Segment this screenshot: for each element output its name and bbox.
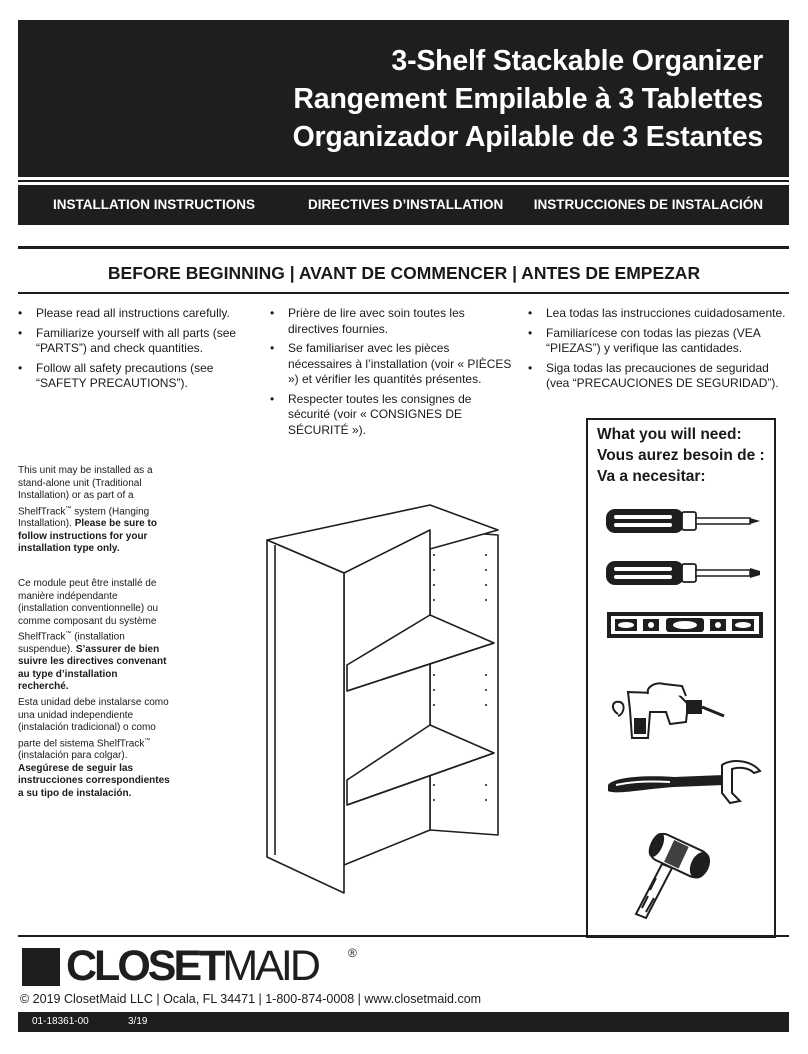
list-item: • Familiarize yourself with all parts (see “PARTS”) and check quantities.: [18, 325, 237, 355]
installation-note-spanish: Esta unidad debe instalarse como una unidad independiente (instalación tradicional) o como parte del sistema ShelfTrack™ (instalación para colgar). Asegúrese de seguir las instrucciones correspondientes a su tipo de instalación.: [18, 697, 170, 799]
hammer-icon: [604, 755, 766, 815]
subheader-french: DIRECTIVES D’INSTALLATION: [308, 197, 504, 212]
title-french: Rangement Empilable à 3 Tablettes: [293, 83, 763, 115]
tools-needed-title: What you will need: Vous aurez besoin de : Va a necesitar:: [597, 426, 765, 485]
copyright-line: © 2019 ClosetMaid LLC | Ocala, FL 34471 | 1-800-874-0008 | www.closetmaid.com: [20, 992, 482, 1006]
installation-note-french: Ce module peut être installé de manière indépendante (installation conventionnelle) ou comme composant du système ShelfTrack™ (installation suspendue). S’assurer de bien suivre les directives convenant au type d’installation recherché.: [18, 578, 167, 693]
title-spanish: Organizador Apilable de 3 Estantes: [292, 121, 763, 153]
logo-square: [22, 948, 60, 986]
level-icon: [606, 610, 764, 640]
title-english: 3-Shelf Stackable Organizer: [391, 45, 763, 77]
title-banner: [18, 20, 789, 177]
list-item: • Familiarícese con todas las piezas (VEA “PIEZAS”) y verifique las cantidades.: [528, 325, 761, 355]
rubber-mallet-icon: [628, 824, 728, 924]
divider: [18, 246, 789, 249]
subheader-spanish: INSTRUCCIONES DE INSTALACIÓN: [533, 197, 763, 212]
before-beginning-spanish: [528, 306, 788, 396]
flathead-screwdriver-icon: [604, 558, 764, 588]
divider: [18, 935, 789, 937]
phillips-screwdriver-icon: [604, 506, 764, 536]
list-item: • Lea todas las instrucciones cuidadosamente.: [528, 306, 786, 320]
tools-needed-box: [586, 418, 776, 938]
list-item: • Follow all safety precautions (see “SAFETY PRECAUTIONS”).: [18, 360, 214, 390]
part-number: 01-18361-00: [32, 1016, 89, 1027]
before-beginning-french: [270, 306, 515, 442]
shelf-organizer-illustration: [262, 495, 502, 895]
installation-instructions-bar: [18, 185, 789, 225]
before-beginning-english: [18, 306, 253, 396]
power-drill-icon: [608, 664, 728, 742]
revision-date: 3/19: [128, 1016, 148, 1027]
list-item: • Respecter toutes les consignes de sécurité (voir « CONSIGNES DE SÉCURITÉ »).: [270, 391, 472, 437]
list-item: • Siga todas las precauciones de seguridad (vea “PRECAUCIONES DE SEGURIDAD”).: [528, 360, 779, 390]
list-item: • Prière de lire avec soin toutes les directives fournies.: [270, 306, 465, 336]
list-item: • Se familiariser avec les pièces nécessaires à l’installation (voir « PIÈCES ») et vérifier les quantités présentes.: [270, 341, 512, 386]
divider: [18, 292, 789, 294]
list-item: • Please read all instructions carefully.: [18, 306, 230, 320]
subheader-english: INSTALLATION INSTRUCTIONS: [53, 197, 255, 212]
before-beginning-heading: BEFORE BEGINNING | AVANT DE COMMENCER | ANTES DE EMPEZAR: [107, 263, 701, 283]
divider: [18, 180, 789, 182]
installation-note-english: This unit may be installed as a stand-alone unit (Traditional Installation) or as part of a ShelfTrack™ system (Hanging Installation). Please be sure to follow instructions for your installation type only.: [18, 465, 157, 555]
document-code-bar: [18, 1012, 789, 1032]
